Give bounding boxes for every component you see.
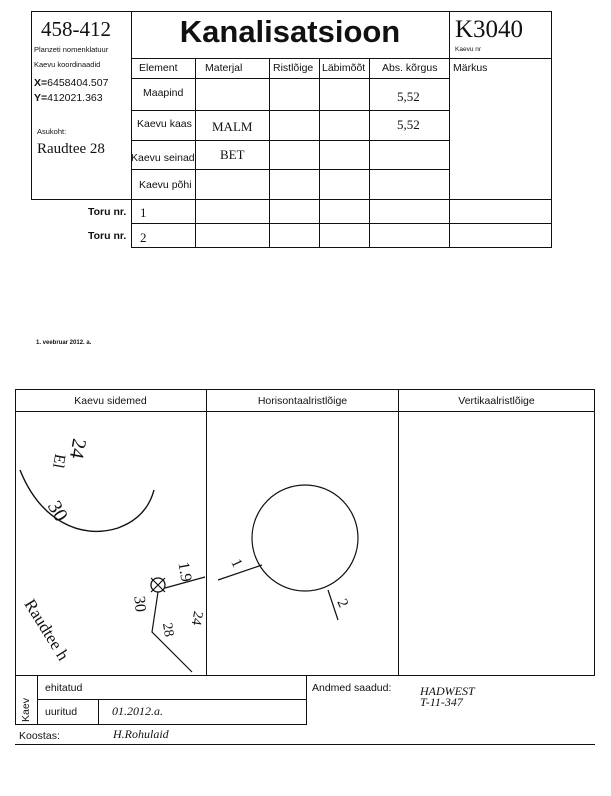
col-header-cross-section: Ristlõige: [273, 62, 314, 74]
pipe-number-1: 1: [140, 205, 147, 220]
sheet-code: 458-412: [41, 17, 111, 41]
data-source-value: HADWEST: [420, 684, 475, 698]
row-label-lid: Kaevu kaas: [137, 118, 192, 130]
author-label: Koostas:: [19, 730, 60, 742]
pipe-1-line: [218, 565, 262, 580]
page-title: Kanalisatsioon: [179, 14, 401, 49]
location-caption: Asukoht:: [37, 127, 67, 136]
col-header-remark: Märkus: [453, 62, 488, 74]
ground-abs-height: 5,52: [397, 89, 420, 104]
note-a2: El: [48, 452, 69, 470]
pipe-2-label: 2: [333, 596, 352, 611]
street-note: Raudtee h: [20, 595, 73, 664]
manhole-section-circle: [252, 485, 358, 591]
row-label-ground: Maapind: [143, 87, 184, 99]
note-a3: 30: [42, 497, 72, 526]
row-label-walls: Kaevu seinad: [131, 152, 195, 164]
panel-title-vertical: Vertikaalristlõige: [458, 395, 535, 407]
lid-material: MALM: [212, 119, 253, 134]
note-a5: 30: [130, 595, 149, 613]
pipe-1-label: 1: [227, 556, 246, 571]
location-value: Raudtee 28: [37, 141, 105, 157]
coords-caption: Kaevu koordinaadid: [34, 60, 101, 69]
sheet-caption: Planzeti nomenklatuur: [34, 45, 109, 54]
built-label: ehitatud: [45, 682, 83, 694]
x-coordinate: X=6458404.507: [34, 77, 109, 89]
pipe-label-1: Toru nr.: [88, 206, 127, 218]
data-source-code: T-11-347: [420, 695, 463, 709]
panel-title-connections: Kaevu sidemed: [74, 395, 147, 407]
lid-abs-height: 5,52: [397, 117, 420, 132]
note-a7: 28: [158, 621, 177, 639]
pipe-label-2: Toru nr.: [88, 230, 127, 242]
pipe-arc-line: [20, 470, 154, 531]
col-header-abs-height: Abs. kõrgus: [382, 62, 438, 74]
note-a4: 1.9: [174, 560, 195, 584]
col-header-material: Materjal: [205, 62, 243, 74]
well-number: K3040: [455, 16, 524, 43]
walls-material: BET: [220, 147, 245, 162]
well-caption: Kaevu nr: [455, 46, 482, 53]
panel-title-horizontal: Horisontaalristlõige: [257, 395, 348, 407]
y-coordinate: Y=412021.363: [34, 92, 103, 104]
col-header-element: Element: [139, 62, 178, 74]
data-source-label: Andmed saadud:: [312, 682, 392, 694]
measured-value: 01.2012.a.: [112, 704, 163, 718]
note-a1: 24: [64, 436, 91, 461]
author-value: H.Rohulaid: [113, 727, 169, 741]
well-vertical-label: Kaev: [19, 698, 32, 722]
note-a6: 24: [187, 609, 206, 627]
row-label-bottom: Kaevu põhi: [139, 179, 192, 191]
date-note: 1. veebruar 2012. a.: [36, 340, 92, 346]
col-header-diameter: Läbimõõt: [322, 62, 366, 74]
pipe-number-2: 2: [140, 230, 147, 245]
measured-label: uuritud: [45, 706, 78, 718]
